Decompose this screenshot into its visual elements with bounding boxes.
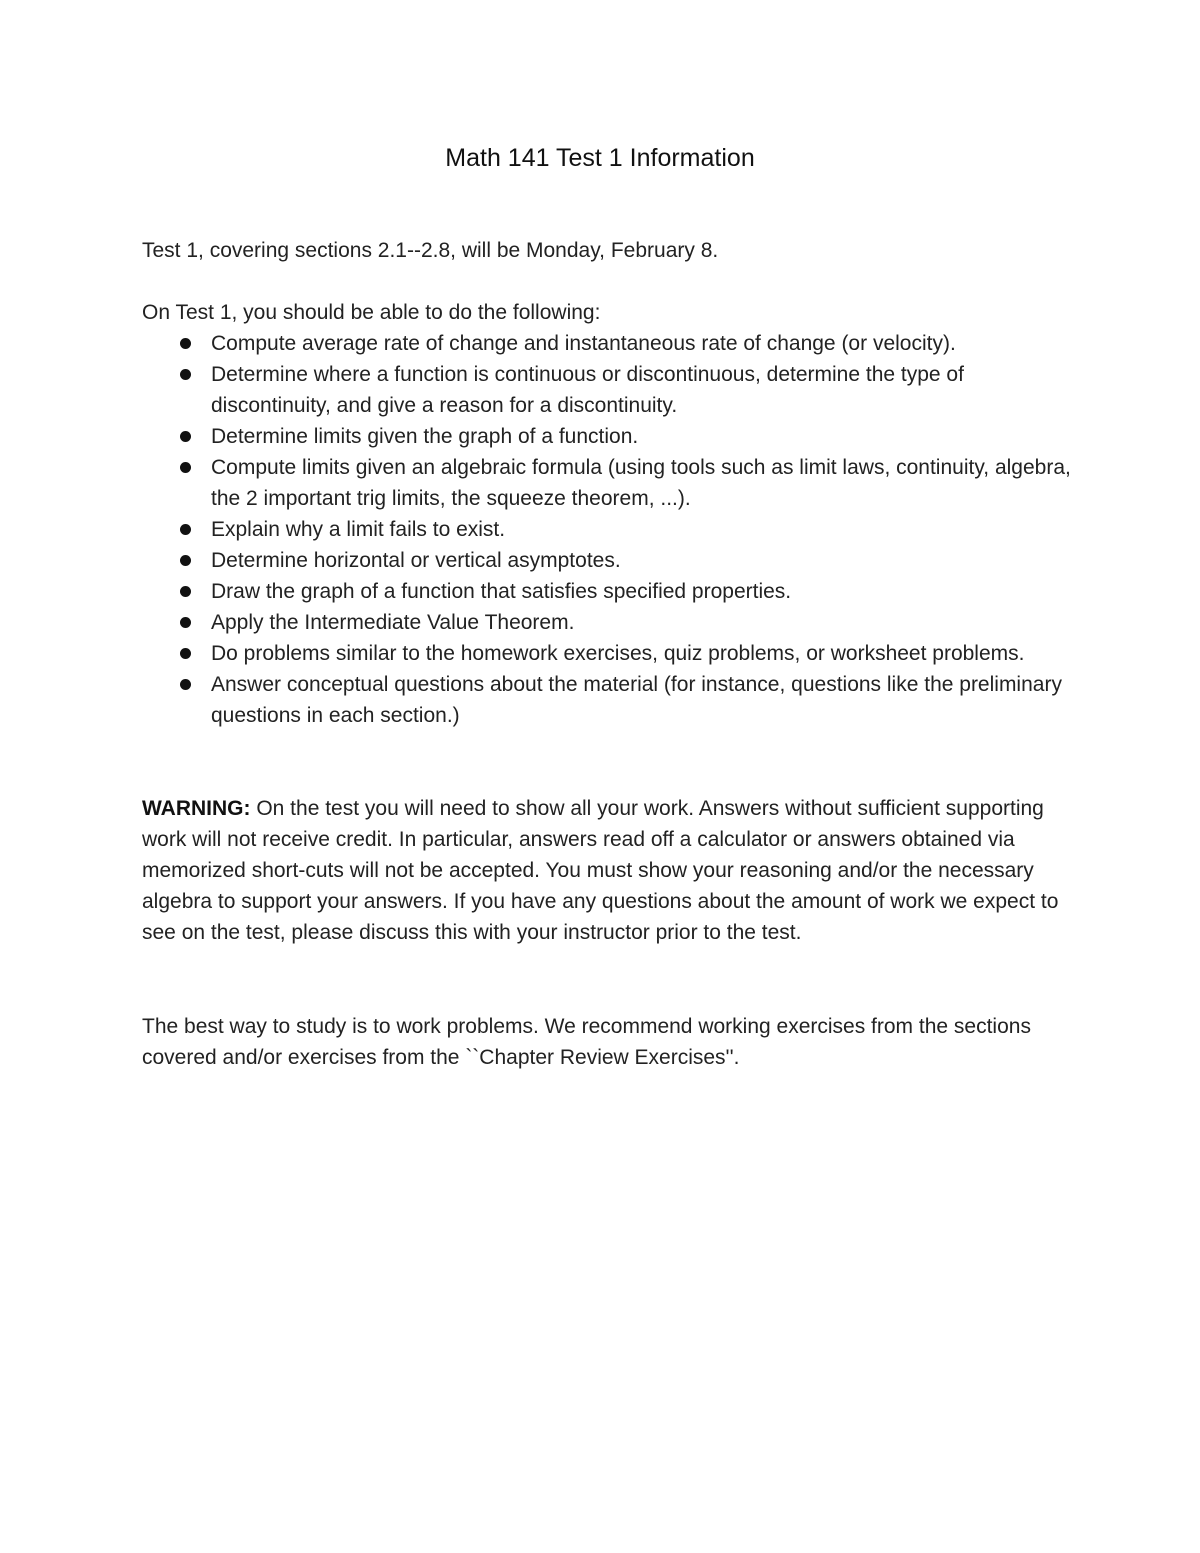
bullet-icon: [180, 338, 191, 349]
bullet-icon: [180, 555, 191, 566]
list-item: [142, 452, 1072, 514]
list-item: [142, 514, 1072, 545]
bullet-icon: [180, 369, 191, 380]
list-item-text: Determine horizontal or vertical asymptotes.: [211, 549, 621, 572]
list-item-text: Explain why a limit fails to exist.: [211, 518, 506, 541]
warning-label: WARNING:: [142, 797, 251, 820]
warning-text: On the test you will need to show all your work. Answers without sufficient supporting work will not receive credit. In particular, answers read off a calculator or answers obtained via memorized short-cuts will not be accepted. You must show your reasoning and/or the necessary algebra to support your answers. If you have any questions about the amount of work we expect to see on the test, please discuss this with your instructor prior to the test.: [142, 797, 1059, 944]
list-item: [142, 421, 1072, 452]
bullet-icon: [180, 617, 191, 628]
list-item: [142, 545, 1072, 576]
list-item-text: Compute limits given an algebraic formula (using tools such as limit laws, continuity, algebra, the 2 important trig limits, the squeeze theorem, ...).: [211, 456, 1071, 510]
list-item: [142, 607, 1072, 638]
bullet-icon: [180, 431, 191, 442]
warning-paragraph: [142, 793, 1072, 948]
bullet-icon: [180, 462, 191, 473]
bullet-icon: [180, 586, 191, 597]
list-item: [142, 576, 1072, 607]
bullet-icon: [180, 648, 191, 659]
list-item: [142, 328, 1072, 359]
objectives-list: [142, 328, 1072, 731]
objectives-lead: On Test 1, you should be able to do the following:: [142, 301, 601, 324]
test-date-paragraph: Test 1, covering sections 2.1--2.8, will be Monday, February 8.: [142, 239, 719, 262]
list-item-text: Apply the Intermediate Value Theorem.: [211, 611, 575, 634]
list-item-text: Compute average rate of change and instantaneous rate of change (or velocity).: [211, 332, 956, 355]
page-title: Math 141 Test 1 Information: [445, 144, 755, 172]
list-item-text: Answer conceptual questions about the material (for instance, questions like the preliminary questions in each section.): [211, 673, 1062, 727]
list-item-text: Determine where a function is continuous or discontinuous, determine the type of discontinuity, and give a reason for a discontinuity.: [211, 363, 964, 417]
bullet-icon: [180, 679, 191, 690]
list-item: [142, 359, 1072, 421]
list-item-text: Do problems similar to the homework exercises, quiz problems, or worksheet problems.: [211, 642, 1025, 665]
study-advice-paragraph: The best way to study is to work problems. We recommend working exercises from the sections covered and/or exercises from the ``Chapter Review Exercises''.: [142, 1015, 1031, 1069]
list-item: [142, 638, 1072, 669]
list-item: [142, 669, 1072, 731]
list-item-text: Draw the graph of a function that satisfies specified properties.: [211, 580, 792, 603]
bullet-icon: [180, 524, 191, 535]
list-item-text: Determine limits given the graph of a function.: [211, 425, 639, 448]
